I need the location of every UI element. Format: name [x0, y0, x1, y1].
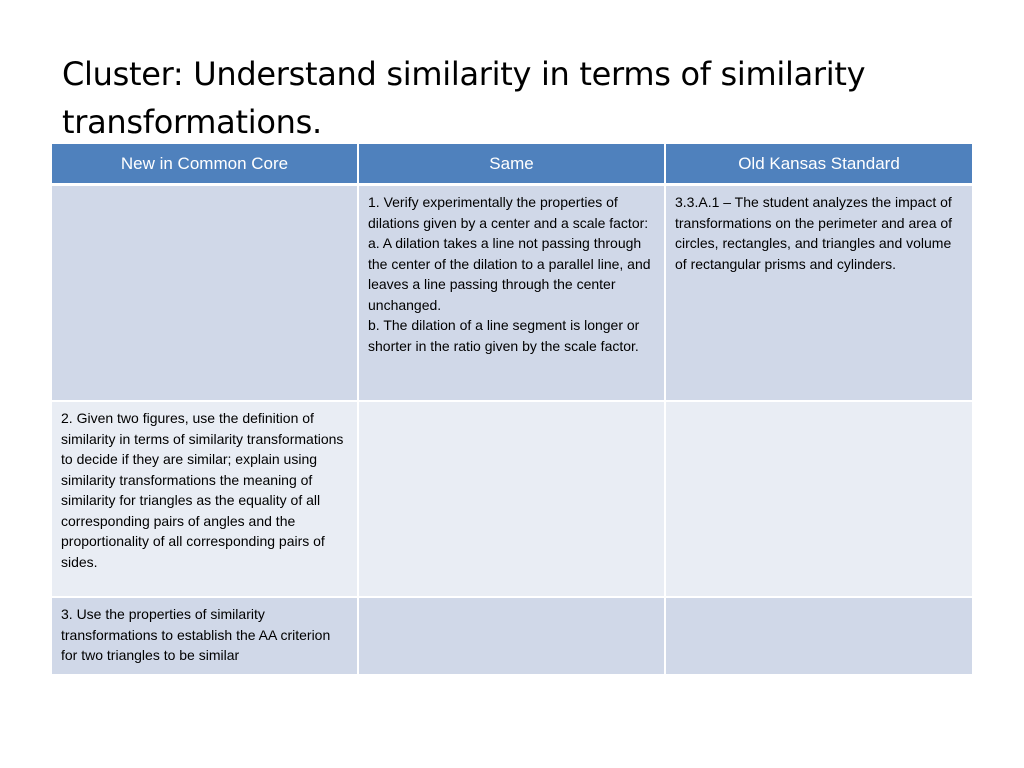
table-row	[52, 597, 972, 675]
table-cell-new-in-common-core: 2. Given two figures, use the definition of similarity in terms of similarity transformations to decide if they are similar; explain using similarity transformations the meaning of similarity for triangles as the equality of all corresponding pairs of angles and the proportionality of all corresponding pairs of sides.	[52, 401, 358, 597]
table-cell-old-kansas-standard: 3.3.A.1 – The student analyzes the impact of transformations on the perimeter and area of circles, rectangles, and triangles and volume of rectangular prisms and cylinders.	[665, 185, 972, 402]
table-cell-same	[358, 401, 665, 597]
column-header-old-kansas-standard: Old Kansas Standard	[665, 144, 972, 185]
table-cell-same	[358, 597, 665, 675]
table-cell-new-in-common-core: 3. Use the properties of similarity transformations to establish the AA criterion for two triangles to be similar	[52, 597, 358, 675]
table-cell-old-kansas-standard	[665, 401, 972, 597]
table-cell-same: 1. Verify experimentally the properties of dilations given by a center and a scale factor: a. A dilation takes a line not passing through the center of the dilation to a parallel line, and leaves a line passing through the center unchanged. b. The dilation of a line segment is longer or shorter in the ratio given by the scale factor.	[358, 185, 665, 402]
standards-comparison-table	[52, 144, 972, 676]
table-row	[52, 401, 972, 597]
column-header-same: Same	[358, 144, 665, 185]
table-row	[52, 185, 972, 402]
slide-title: Cluster: Understand similarity in terms of similarity transformations.	[62, 55, 866, 141]
column-header-new-in-common-core: New in Common Core	[52, 144, 358, 185]
table-header-row	[52, 144, 972, 185]
table-cell-old-kansas-standard	[665, 597, 972, 675]
table-cell-new-in-common-core	[52, 185, 358, 402]
